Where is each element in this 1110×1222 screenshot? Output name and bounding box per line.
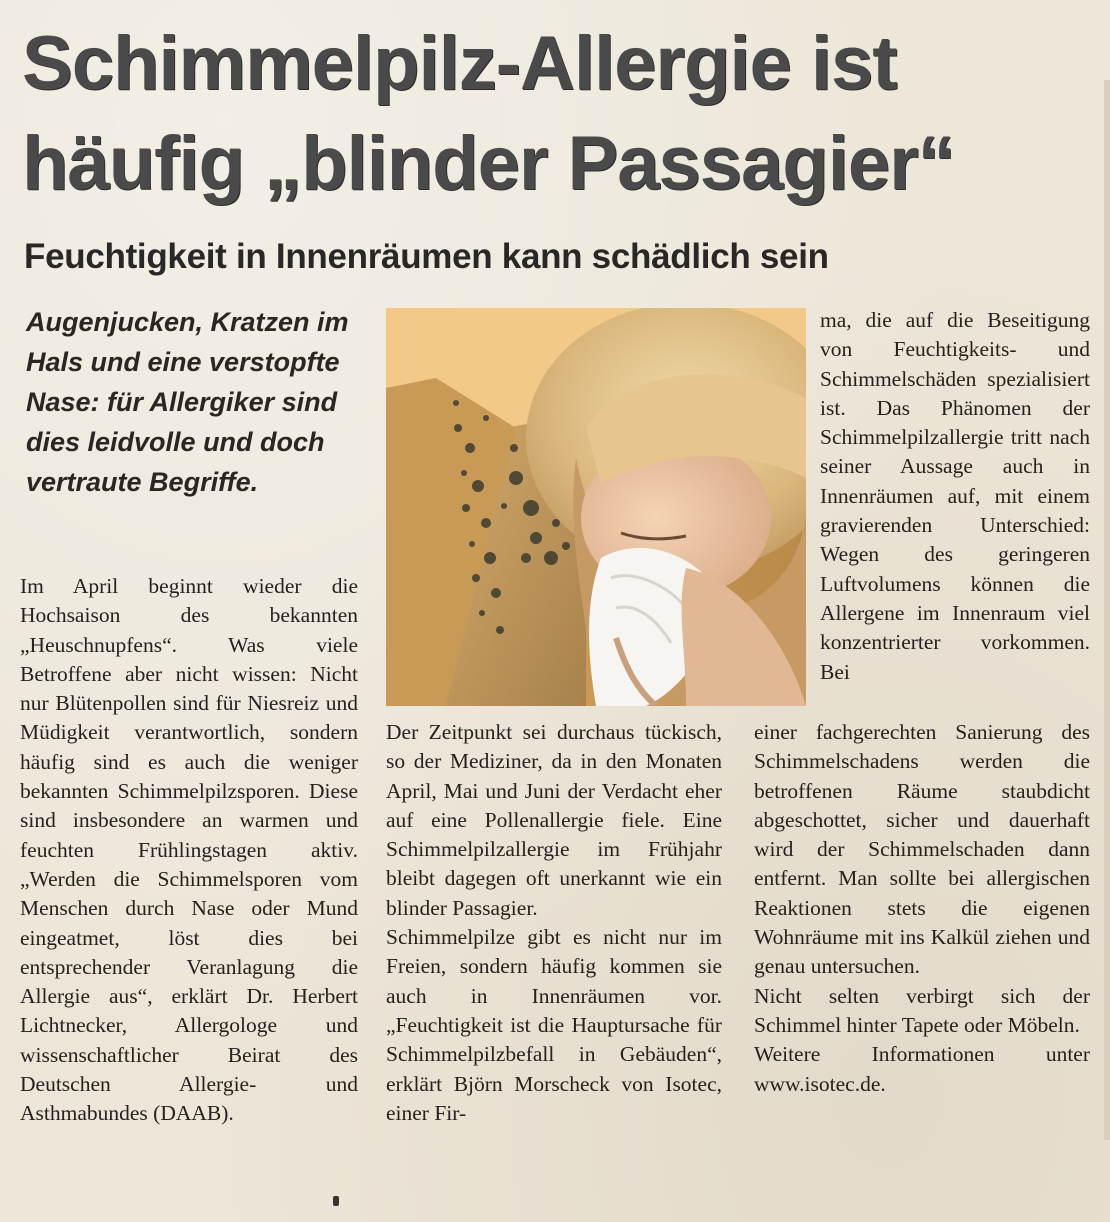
column-3-paragraph-2: Nicht selten verbirgt sich der Schimmel hinter Tapete oder Möbeln. (754, 983, 1090, 1037)
column-1 (20, 572, 358, 1129)
column-3-paragraph-3: Weitere Informationen unter www.isotec.de. (754, 1042, 1090, 1096)
column-1-text: Im April beginnt wieder die Hochsaison des bekannten „Heuschnupfens“. Was viele Betroffene aber nicht wissen: Nicht nur Blütenpollen sind für Niesreiz und Müdigkeit verantwortlich, sondern häufig sind es auch die weniger bekannten Schimmelpilzsporen. Diese sind insbesondere an warmen und feuchten Frühlingstagen aktiv. „Werden die Schimmelsporen vom Menschen durch Nase oder Mund eingeatmet, löst dies bei entsprechender Veranlagung die Allergie aus“, erklärt Dr. Herbert Lichtnecker, Allergologe und wissenschaftlicher Beirat des Deutschen Allergie- und Asthmabundes (DAAB). (20, 574, 358, 1126)
adjacent-column-edge (1104, 80, 1110, 1140)
subheadline: Feuchtigkeit in Innenräumen kann schädlich sein (24, 237, 829, 276)
print-mark (333, 1196, 339, 1206)
lead-paragraph: Augenjucken, Kratzen im Hals und eine verstopfte Nase: für Allergiker sind dies leidvolle und doch vertraute Begriffe. (26, 307, 349, 497)
article-photo (386, 308, 806, 706)
headline-line-2: häufig „blinder Passagier“ (22, 121, 955, 206)
headline (22, 14, 1022, 214)
photo-woman-sneezing-moldy-wall (386, 308, 806, 706)
column-2-paragraph-2: Schimmelpilze gibt es nicht nur im Freien, sondern häufig kommen sie auch in Innenräumen vor. „Feuchtigkeit ist die Hauptursache für Schimmelpilzbefall in Gebäuden“, erklärt Björn Morscheck von Isotec, einer Fir- (386, 925, 722, 1125)
column-2 (386, 718, 722, 1128)
headline-line-1: Schimmelpilz-Allergie ist (22, 21, 897, 106)
column-3-top-text: ma, die auf die Beseitigung von Feuchtigkeits- und Schimmelschäden spezialisiert ist. Das Phänomen der Schimmelpilzallergie tritt nach seiner Aussage auch in Innenräumen auf, mit einem gravierenden Unterschied: Wegen des geringeren Luftvolumens können die Allergene im Innenraum viel konzentrierter vorkommen. Bei (820, 308, 1090, 684)
column-3-paragraph-1: einer fachgerechten Sanierung des Schimmelschadens werden die betroffenen Räume staubdicht abgeschottet, sicher und dauerhaft wird der Schimmelschaden dann entfernt. Man sollte bei allergischen Reaktionen stets die eigenen Wohnräume mit ins Kalkül ziehen und genau untersuchen. (754, 720, 1090, 979)
column-3-top (820, 306, 1090, 687)
column-3 (754, 718, 1090, 1099)
column-2-paragraph-1: Der Zeitpunkt sei durchaus tückisch, so der Mediziner, da in den Monaten April, Mai und Juni der Verdacht eher auf eine Pollenallergie fiele. Eine Schimmelpilzallergie im Frühjahr bleibt dagegen oft unerkannt wie ein blinder Passagier. (386, 720, 722, 920)
